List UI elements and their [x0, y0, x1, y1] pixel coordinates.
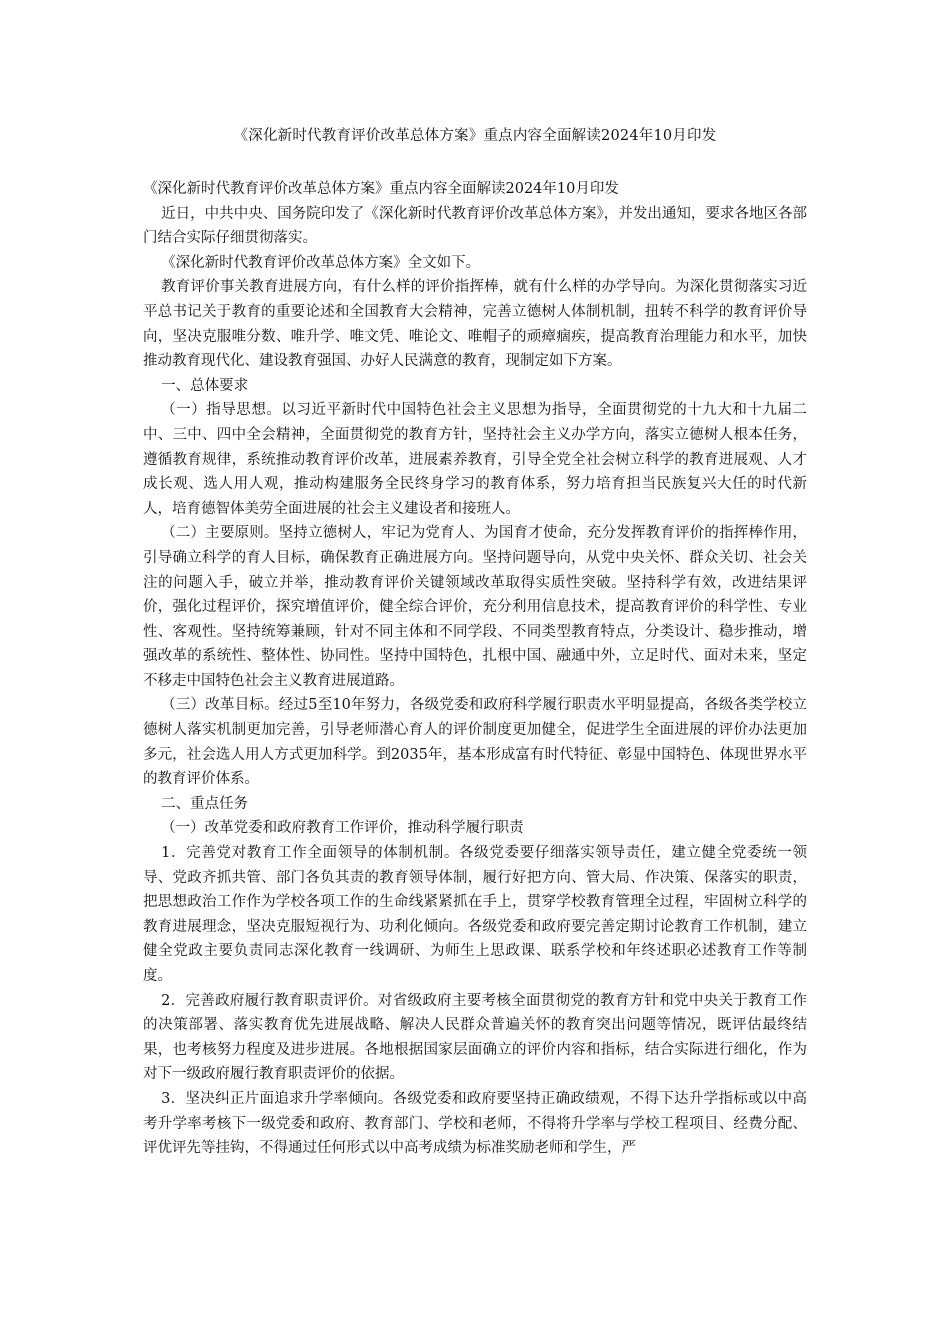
- paragraph-item-2: 2．完善政府履行教育职责评价。对省级政府主要考核全面贯彻党的教育方针和党中央关于教育工作的决策部署、落实教育优先进展战略、解决人民群众普遍关怀的教育突出问题等情况，既评估最终结果，也考核努力程度及进步进展。各地根据国家层面确立的评价内容和指标，结合实际进行细化，作为对下一级政府履行教育职责评价的依据。: [143, 992, 807, 1083]
- paragraph-intro: 近日，中共中央、国务院印发了《深化新时代教育评价改革总体方案》，并发出通知，要求各地区各部门结合实际仔细贯彻落实。: [143, 205, 807, 247]
- paragraph-item-3: 3．坚决纠正片面追求升学率倾向。各级党委和政府要坚持正确政绩观，不得下达升学指标或以中高考升学率考核下一级党委和政府、教育部门、学校和老师，不得将升学率与学校工程项目、经费分配、评优评先等挂钩，不得通过任何形式以中高考成绩为标准奖励老师和学生，严: [143, 1090, 807, 1157]
- document-body: [143, 177, 807, 1161]
- paragraph-guiding-ideology: （一）指导思想。以习近平新时代中国特色社会主义思想为指导，全面贯彻党的十九大和十九届二中、三中、四中全会精神，全面贯彻党的教育方针，坚持社会主义办学方向，落实立德树人根本任务，遵循教育规律，系统推动教育评价改革，进展素养教育，引导全党全社会树立科学的教育进展观、人才成长观、选人用人观，推动构建服务全民终身学习的教育体系，努力培育担当民族复兴大任的时代新人，培育德智体美劳全面进展的社会主义建设者和接班人。: [143, 402, 807, 517]
- paragraph-lead-title: 《深化新时代教育评价改革总体方案》重点内容全面解读2024年10月印发: [143, 181, 619, 197]
- paragraph-reform-goals: （三）改革目标。经过5至10年努力，各级党委和政府科学履行职责水平明显提高，各级各类学校立德树人落实机制更加完善，引导老师潜心育人的评价制度更加健全，促进学生全面进展的评价办法更加多元，社会选人用人方式更加科学。到2035年，基本形成富有时代特征、彰显中国特色、体现世界水平的教育评价体系。: [143, 697, 807, 788]
- section-heading-key-tasks: 二、重点任务: [161, 795, 249, 812]
- paragraph-fulltext-note: 《深化新时代教育评价改革总体方案》全文如下。: [161, 254, 481, 271]
- document-title: 《深化新时代教育评价改革总体方案》重点内容全面解读2024年10月印发: [233, 128, 717, 144]
- section-heading-general-requirements: 一、总体要求: [161, 377, 249, 394]
- paragraph-preamble: 教育评价事关教育进展方向，有什么样的评价指挥棒，就有什么样的办学导向。为深化贯彻落实习近平总书记关于教育的重要论述和全国教育大会精神，完善立德树人体制机制，扭转不科学的教育评价导向，坚决克服唯分数、唯升学、唯文凭、唯论文、唯帽子的顽瘴痼疾，提高教育治理能力和水平，加快推动教育现代化、建设教育强国、办好人民满意的教育，现制定如下方案。: [143, 279, 807, 370]
- paragraph-main-principles: （二）主要原则。坚持立德树人，牢记为党育人、为国育才使命，充分发挥教育评价的指挥棒作用，引导确立科学的育人目标，确保教育正确进展方向。坚持问题导向，从党中央关怀、群众关切、社会关注的问题入手，破立并举，推动教育评价关键领域改革取得实质性突破。坚持科学有效，改进结果评价，强化过程评价，探究增值评价，健全综合评价，充分利用信息技术，提高教育评价的科学性、专业性、客观性。坚持统筹兼顾，针对不同主体和不同学段、不同类型教育特点，分类设计、稳步推动，增强改革的系统性、整体性、协同性。坚持中国特色，扎根中国、融通中外，立足时代、面对未来，坚定不移走中国特色社会主义教育进展道路。: [143, 525, 807, 689]
- subsection-heading-party-government: （一）改革党委和政府教育工作评价，推动科学履行职责: [161, 820, 524, 837]
- paragraph-item-1: 1．完善党对教育工作全面领导的体制机制。各级党委要仔细落实领导责任，建立健全党委统一领导、党政齐抓共管、部门各负其责的教育领导体制，履行好把方向、管大局、作决策、保落实的职责，把思想政治工作作为学校各项工作的生命线紧紧抓在手上，贯穿学校教育管理全过程，牢固树立科学的教育进展理念，坚决克服短视行为、功利化倾向。各级党委和政府要完善定期讨论教育工作机制，建立健全党政主要负责同志深化教育一线调研、为师生上思政课、联系学校和年终述职必述教育工作等制度。: [143, 845, 807, 984]
